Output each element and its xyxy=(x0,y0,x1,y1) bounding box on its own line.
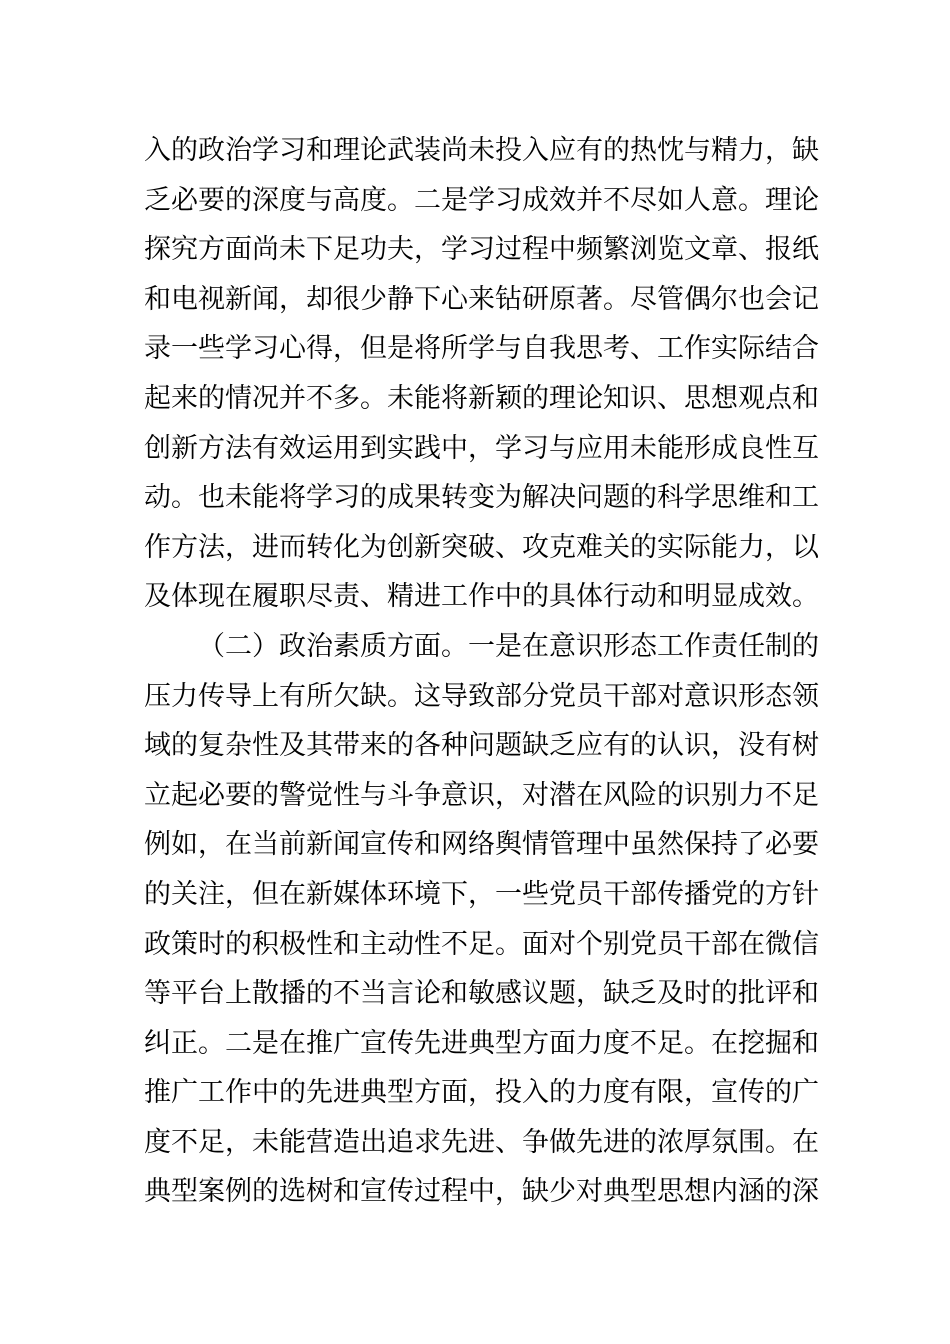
text-line: 动。也未能将学习的成果转变为解决问题的科学思维和工 xyxy=(144,482,819,514)
text-line: 作方法，进而转化为创新突破、攻克难关的实际能力，以 xyxy=(144,531,819,563)
text-line: 入的政治学习和理论武装尚未投入应有的热忱与精力，缺 xyxy=(144,135,819,166)
text-line: 推广工作中的先进典型方面，投入的力度有限，宣传的广 xyxy=(144,1077,819,1109)
text-line: 创新方法有效运用到实践中，学习与应用未能形成良性互 xyxy=(144,432,819,464)
text-line: 等平台上散播的不当言论和敏感议题，缺乏及时的批评和 xyxy=(144,978,819,1010)
text-line: 度不足，未能营造出追求先进、争做先进的浓厚氛围。在 xyxy=(144,1126,819,1158)
text-line: 典型案例的选树和宣传过程中，缺少对典型思想内涵的深 xyxy=(144,1176,819,1208)
text-line: 立起必要的警觉性与斗争意识，对潜在风险的识别力不足 xyxy=(144,779,819,811)
text-line: 的关注，但在新媒体环境下，一些党员干部传播党的方针 xyxy=(144,878,819,910)
text-line: 乏必要的深度与高度。二是学习成效并不尽如人意。理论 xyxy=(144,184,819,216)
text-line: 域的复杂性及其带来的各种问题缺乏应有的认识，没有树 xyxy=(144,730,819,762)
text-line: 政策时的积极性和主动性不足。面对个别党员干部在微信 xyxy=(144,928,819,960)
text-line: 例如，在当前新闻宣传和网络舆情管理中虽然保持了必要 xyxy=(144,829,819,861)
paragraph-start-line: （二）政治素质方面。一是在意识形态工作责任制的 xyxy=(198,630,819,662)
document-body xyxy=(144,126,819,1217)
paragraph-end-line: 及体现在履职尽责、精进工作中的具体行动和明显成效。 xyxy=(144,581,819,613)
text-line: 探究方面尚未下足功夫，学习过程中频繁浏览文章、报纸 xyxy=(144,234,819,266)
text-line: 录一些学习心得，但是将所学与自我思考、工作实际结合 xyxy=(144,333,819,365)
text-line: 起来的情况并不多。未能将新颖的理论知识、思想观点和 xyxy=(144,382,819,414)
text-line: 和电视新闻，却很少静下心来钻研原著。尽管偶尔也会记 xyxy=(144,283,819,315)
text-line: 纠正。二是在推广宣传先进典型方面力度不足。在挖掘和 xyxy=(144,1027,819,1059)
text-line: 压力传导上有所欠缺。这导致部分党员干部对意识形态领 xyxy=(144,680,819,712)
